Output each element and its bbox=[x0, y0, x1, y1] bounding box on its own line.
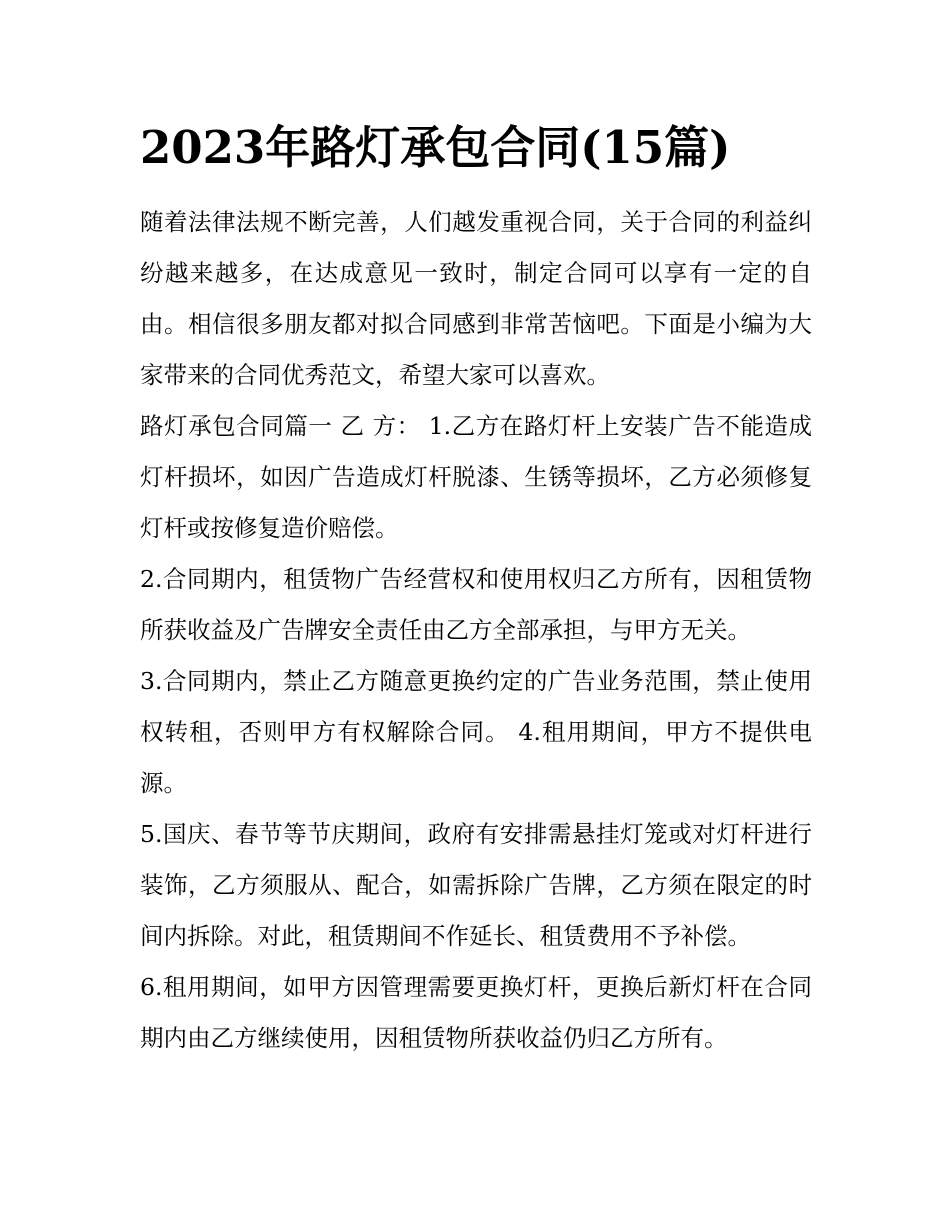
paragraph-article-5: 5.国庆、春节等节庆期间，政府有安排需悬挂灯笼或对灯杆进行装饰，乙方须服从、配合，如需拆除广告牌，乙方须在限定的时间内拆除。对此，租赁期间不作延长、租赁费用不予补偿。 bbox=[140, 820, 812, 950]
document-title: 2023年路灯承包合同(15篇) bbox=[140, 121, 731, 174]
paragraph-article-3-4: 3.合同期内，禁止乙方随意更换约定的广告业务范围，禁止使用权转租，否则甲方有权解除合同。 4.租用期间，甲方不提供电源。 bbox=[140, 667, 812, 797]
document-body bbox=[140, 197, 812, 1064]
paragraph-article-6: 6.租用期间，如甲方因管理需要更换灯杆，更换后新灯杆在合同期内由乙方继续使用，因租赁物所获收益仍归乙方所有。 bbox=[140, 973, 812, 1052]
paragraph-article-2: 2.合同期内，租赁物广告经营权和使用权归乙方所有，因租赁物所获收益及广告牌安全责任由乙方全部承担，与甲方无关。 bbox=[140, 565, 812, 644]
paragraph-article-1: 路灯承包合同篇一 乙 方： 1.乙方在路灯杆上安装广告不能造成灯杆损坏，如因广告造成灯杆脱漆、生锈等损坏，乙方必须修复灯杆或按修复造价赔偿。 bbox=[140, 412, 812, 542]
paragraph-intro: 随着法律法规不断完善，人们越发重视合同，关于合同的利益纠纷越来越多，在达成意见一致时，制定合同可以享有一定的自由。相信很多朋友都对拟合同感到非常苦恼吧。下面是小编为大家带来的合同优秀范文，希望大家可以喜欢。 bbox=[140, 208, 812, 389]
